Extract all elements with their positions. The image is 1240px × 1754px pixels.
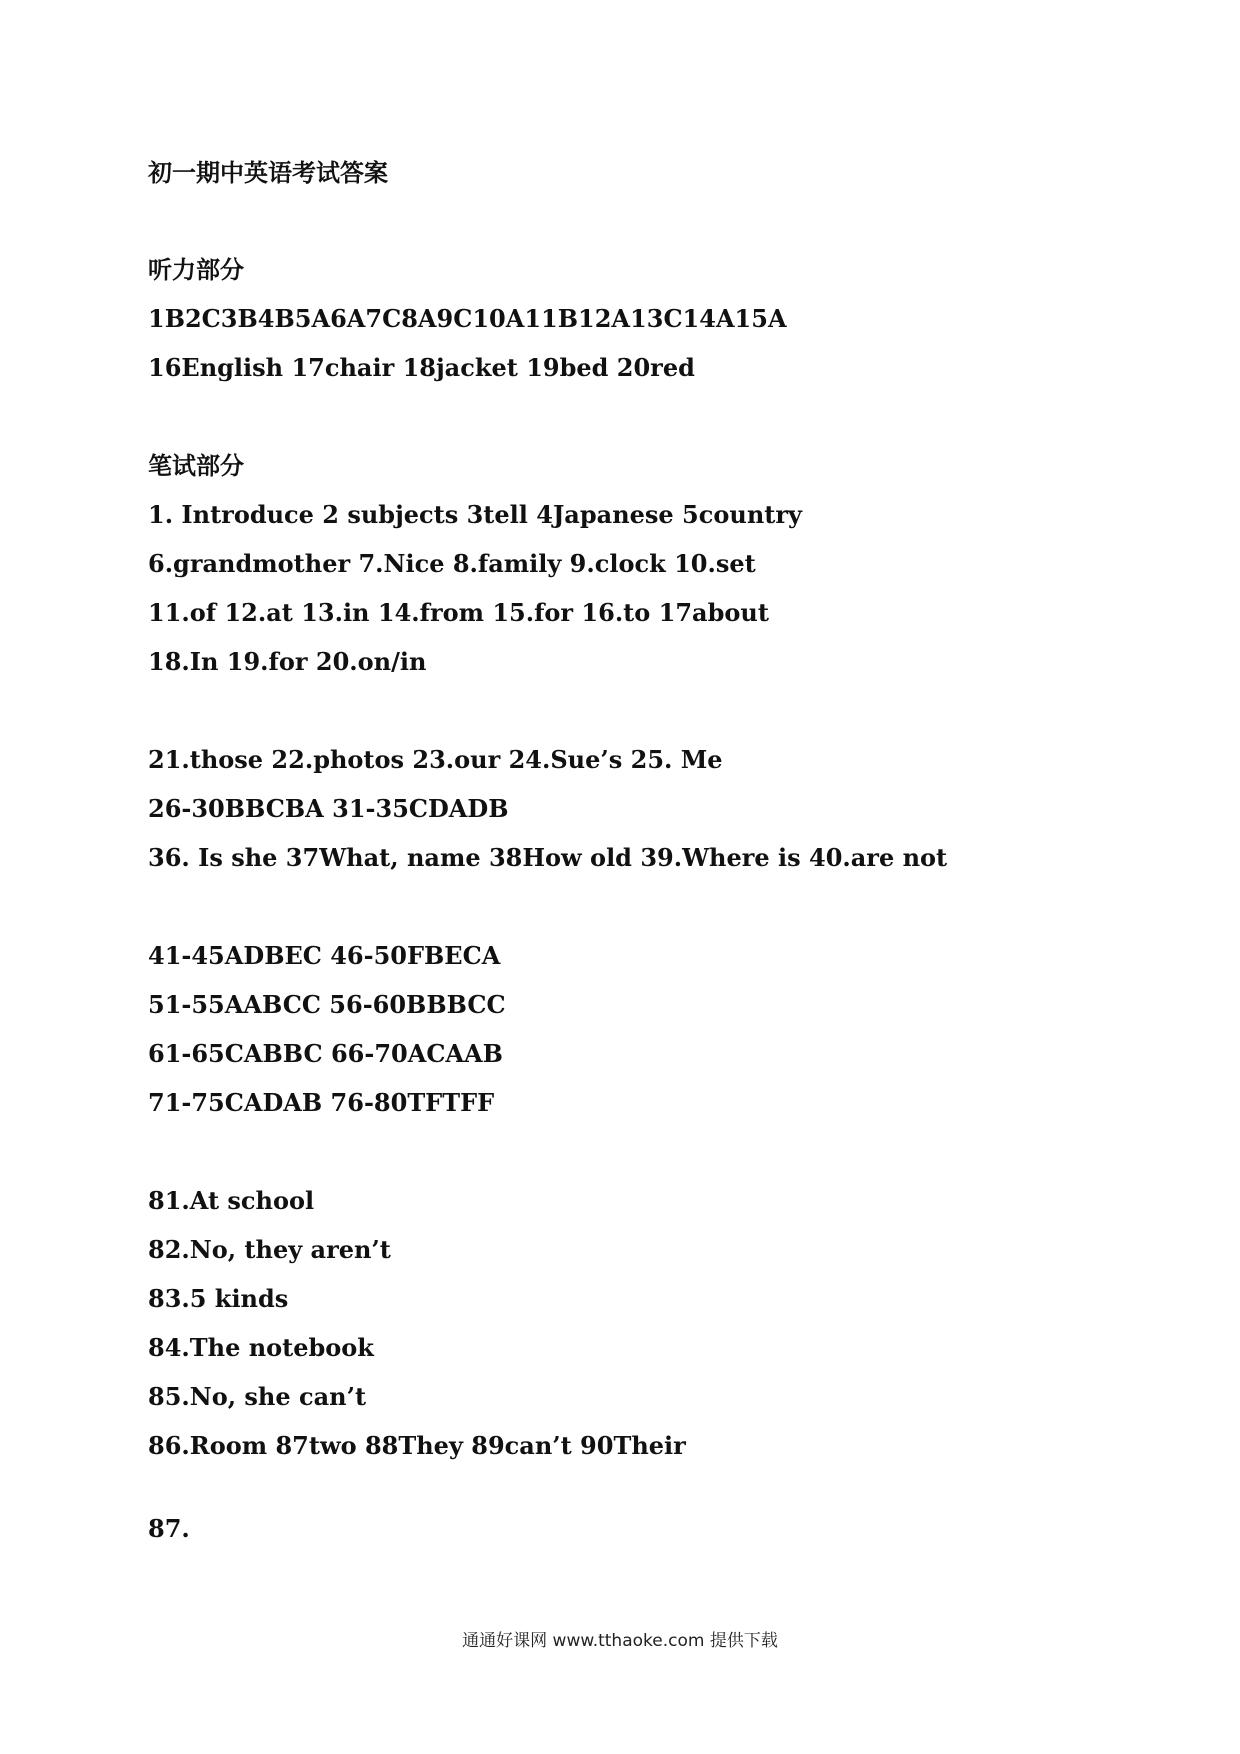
answer-line: 83.5 kinds [148,1284,289,1313]
written-heading: 笔试部分 [148,452,244,480]
listening-heading: 听力部分 [148,256,244,284]
document-title: 初一期中英语考试答案 [148,159,388,187]
answer-line: 51-55AABCC 56-60BBBCC [148,990,506,1019]
answer-line: 1. Introduce 2 subjects 3tell 4Japanese 5country [148,500,802,529]
answer-line: 81.At school [148,1186,315,1215]
answer-line: 86.Room 87two 88They 89can’t 90Their [148,1431,686,1460]
answer-line: 26-30BBCBA 31-35CDADB [148,794,509,823]
answer-line: 61-65CABBC 66-70ACAAB [148,1039,503,1068]
answer-line: 41-45ADBEC 46-50FBECA [148,941,501,970]
answer-line: 84.The notebook [148,1333,374,1362]
answer-line: 11.of 12.at 13.in 14.from 15.for 16.to 17about [148,598,769,627]
answer-line: 85.No, she can’t [148,1382,367,1411]
listening-line: 16English 17chair 18jacket 19bed 20red [148,353,695,382]
page-footer: 通通好课网 www.tthaoke.com 提供下载 [462,1631,778,1651]
answer-line: 82.No, they aren’t [148,1235,391,1264]
answer-line: 6.grandmother 7.Nice 8.family 9.clock 10.set [148,549,756,578]
answer-line: 21.those 22.photos 23.our 24.Sue’s 25. Me [148,745,723,774]
answer-line: 18.In 19.for 20.on/in [148,647,427,676]
listening-line: 1B2C3B4B5A6A7C8A9C10A11B12A13C14A15A [148,304,787,333]
answer-line: 36. Is she 37What, name 38How old 39.Where is 40.are not [148,843,948,872]
answer-line: 71-75CADAB 76-80TFTFF [148,1088,495,1117]
answer-line: 87. [148,1514,190,1543]
